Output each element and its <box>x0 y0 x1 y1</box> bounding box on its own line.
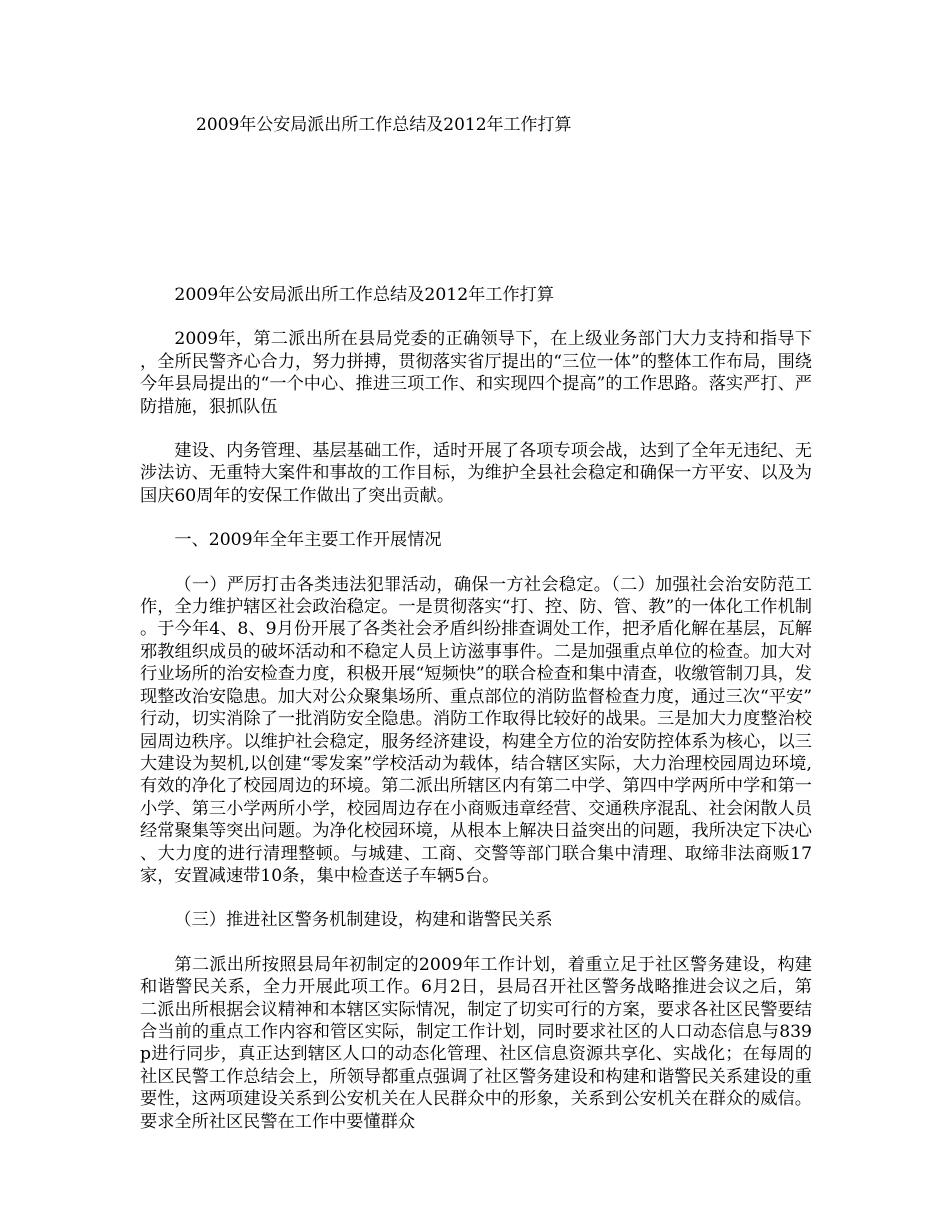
section-1-heading: 一、2009年全年主要工作开展情况 <box>174 530 442 551</box>
intro-paragraph: 2009年，第二派出所在县局党委的正确领导下，在上级业务部门大力支持和指导下，全所民警齐心合力，努力拼搏，贯彻落实省厅提出的“三位一体”的整体工作布局，围绕今年县局提出的“一个中心、推进三项工作、和实现四个提高”的工作思路。落实严打、严防措施，狠抓队伍 <box>140 329 812 417</box>
cover-title: 2009年公安局派出所工作总结及2012年工作打算 <box>196 115 572 135</box>
section-3-paragraph: 第二派出所按照县局年初制定的2009年工作计划，着重立足于社区警务建设，构建和谐警民关系，全力开展此项工作。6月2日，县局召开社区警务战略推进会议之后，第二派出所根据会议精神和本辖区实际情况，制定了切实可行的方案，要求各社区民警要结合当前的重点工作内容和管区实际，制定工作计划，同时要求社区的人口动态信息与839p进行同步，真正达到辖区人口的动态化管理、社区信息资源共享化、实战化；在每周的社区民警工作总结会上，所领导都重点强调了社区警务建设和构建和谐警民关系建设的重要性，这两项建设关系到公安机关在人民群众中的形象，关系到公安机关在群众的威信。要求全所社区民警在工作中要懂群众 <box>140 954 812 1132</box>
section-1-paragraph: （一）严厉打击各类违法犯罪活动，确保一方社会稳定。（二）加强社会治安防范工作，全力维护辖区社会政治稳定。一是贯彻落实“打、控、防、管、教”的一体化工作机制。于今年4、8、9月份开展了各类社会矛盾纠纷排查调处工作，把矛盾化解在基层，瓦解邪教组织成员的破坏活动和不稳定人员上访滋事事件。二是加强重点单位的检查。加大对行业场所的治安检查力度，积极开展“短频快”的联合检查和集中清查，收缴管制刀具，发现整改治安隐患。加大对公众聚集场所、重点部位的消防监督检查力度，通过三次“平安”行动，切实消除了一批消防安全隐患。消防工作取得比较好的战果。三是加大力度整治校园周边秩序。以维护社会稳定，服务经济建设，构建全方位的治安防控体系为核心，以三大建设为契机,以创建“零发案”学校活动为载体，结合辖区实际，大力治理校园周边环境,有效的净化了校园周边的环境。第二派出所辖区内有第二中学、第四中学两所中学和第一小学、第三小学两所小学，校园周边存在小商贩违章经营、交通秩序混乱、社会闲散人员经常聚集等突出问题。为净化校园环境，从根本上解决日益突出的问题，我所决定下决心、大力度的进行清理整顿。与城建、工商、交警等部门联合集中清理、取缔非法商贩17家，安置减速带10条，集中检查送子车辆5台。 <box>140 574 812 886</box>
section-3-heading: （三）推进社区警务机制建设，构建和谐警民关系 <box>174 910 553 931</box>
document-body <box>140 284 812 1155</box>
document-title: 2009年公安局派出所工作总结及2012年工作打算 <box>174 285 555 305</box>
intro-continuation-paragraph: 建设、内务管理、基层基础工作，适时开展了各项专项会战，达到了全年无违纪、无涉法访、无重特大案件和事故的工作目标，为维护全县社会稳定和确保一方平安、以及为国庆60周年的安保工作做出了突出贡献。 <box>140 441 812 506</box>
